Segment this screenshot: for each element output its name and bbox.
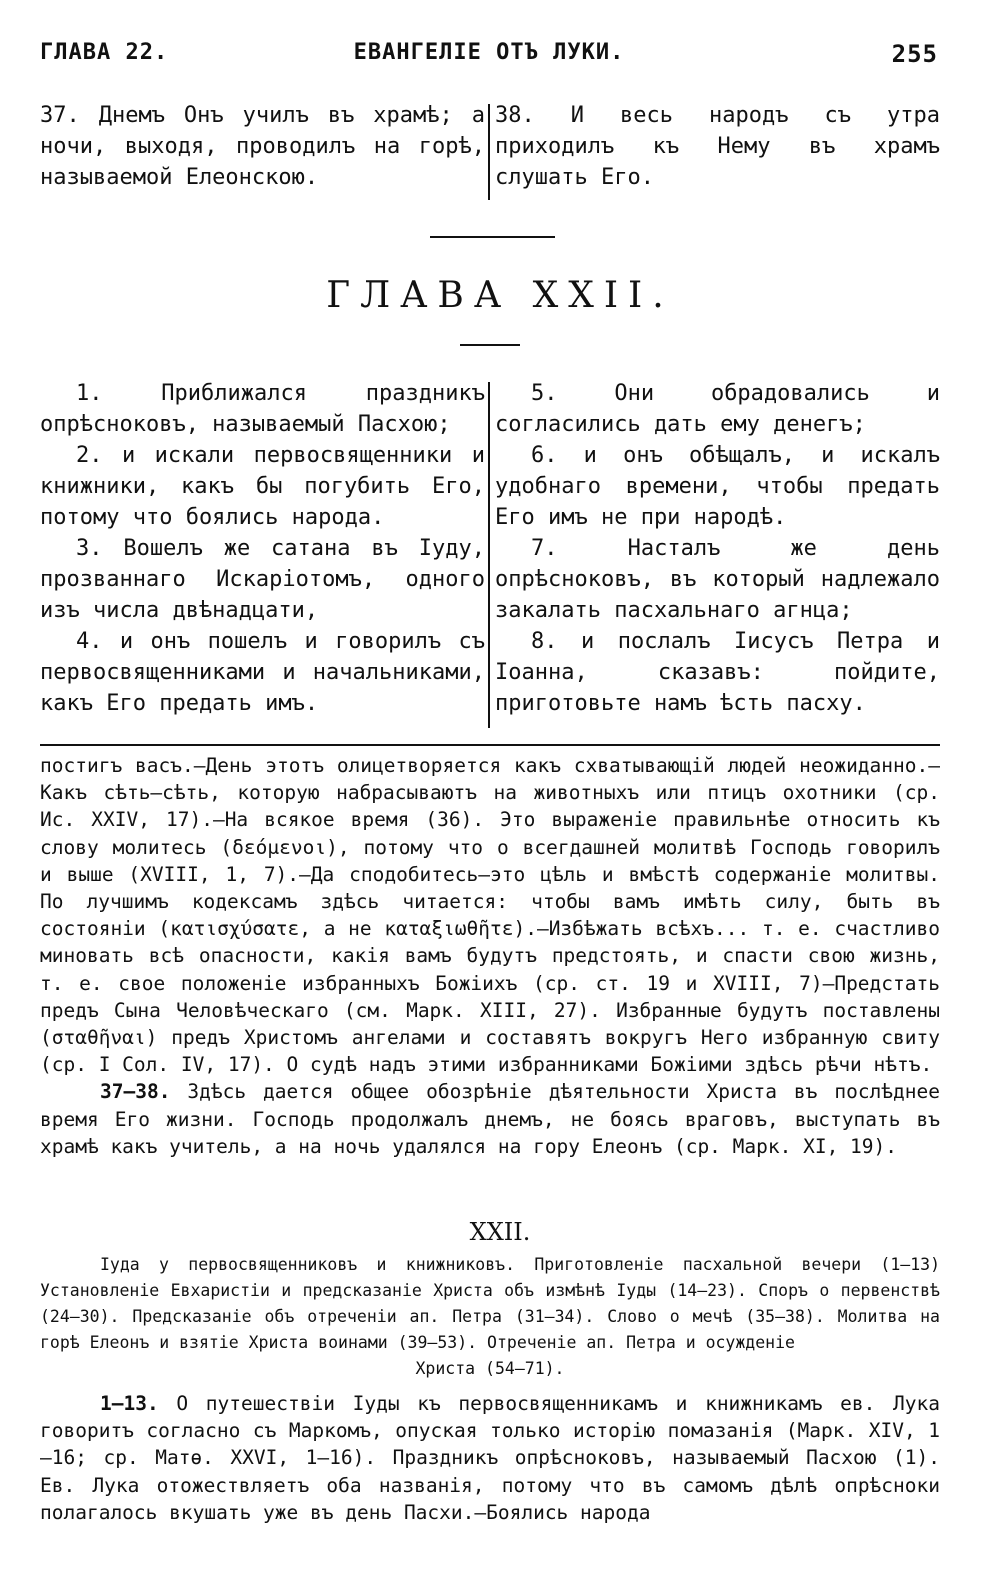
chapter-summary xyxy=(40,1252,940,1382)
verse-range: 1—13. xyxy=(100,1392,159,1415)
top-verses-left xyxy=(40,100,485,193)
chapter-heading: ГЛАВА XXII. xyxy=(326,275,674,316)
verse-3: 3. Вошелъ же сатана въ Іуду, прозваннаго Искаріотомъ, одного изъ числа двѣнадцати, xyxy=(40,536,485,623)
top-verses-right xyxy=(495,100,940,193)
verse-1: 1. Приближался праздникъ опрѣсноковъ, называемый Пасхою; xyxy=(40,381,485,437)
final-paragraph: 1—13. О путешествіи Іуды къ первосвященникамъ и книжникамъ ев. Лука говоритъ согласно съ Маркомъ, опуская только исторію помазанія (Марк. XIV, 1—16; ср. Матѳ. XXVI, 1—16). Праздникъ опрѣсноковъ, называемый Пасхою (1). Ев. Лука отожествляетъ оба названія, потому что въ самомъ дѣлѣ опрѣсноки полагалось вкушать уже въ день Пасхи.—Боялись народа xyxy=(40,1392,941,1524)
verse-7: 7. Насталъ же день опрѣсноковъ, въ который надлежало закалать пасхальнаго агнца; xyxy=(495,536,940,623)
verse-37: 37. Днемъ Онъ училъ въ храмѣ; а ночи, выходя, проводилъ на горѣ, называемой Елеонскою. xyxy=(40,103,485,190)
separator-rule-bottom xyxy=(460,344,520,346)
running-header xyxy=(40,40,938,76)
verse-38: 38. И весь народъ съ утра приходилъ къ Нему въ храмъ слушать Его. xyxy=(495,103,940,190)
commentary-paragraph-37-38: 37—38. Здѣсь дается общее обозрѣніе дѣятельности Христа въ послѣднее время Его жизни. Господь продолжалъ днемъ, не боясь враговъ, выступать въ храмѣ какъ учитель, а на ночь удалялся на гору Елеонъ (ср. Марк. XI, 19). xyxy=(40,1080,940,1158)
summary-text: Іуда у первосвященниковъ и книжниковъ. Приготовленіе пасхальной вечери (1—13) Установленіе Евхаристіи и предсказаніе Христа объ измѣнѣ Іуды (14—23). Споръ о первенствѣ (24—30). Предсказаніе объ отреченіи ап. Петра (31—34). Слово о мечѣ (35—38). Молитва на горѣ Елеонъ и взятіе Христа воинами (39—53). Отреченіе ап. Петра и осужденіе xyxy=(40,1255,940,1352)
final-commentary xyxy=(40,1390,940,1526)
verse-4: 4. и онъ пошелъ и говорилъ съ первосвященниками и начальниками, какъ Его предать имъ. xyxy=(40,629,485,716)
chapter-verses-left xyxy=(40,378,485,719)
verse-5: 5. Они обрадовались и согласились дать ему денегъ; xyxy=(495,381,940,437)
column-divider xyxy=(488,104,490,200)
verse-8: 8. и послалъ Іисусъ Петра и Іоанна, сказавъ: пойдите, приготовьте намъ ѣсть пасху. xyxy=(495,629,940,716)
verse-range: 37—38. xyxy=(100,1080,171,1104)
commentary-paragraph: постигъ васъ.—День этотъ олицетворяется какъ схватывающій людей неожиданно.—Какъ сѣть—сѣть, которую набрасываютъ на животныхъ или птицъ охотники (ср. Ис. XXIV, 17).—На всякое время (36). Это выраженіе правильнѣе относить къ слову молитесь (δεόμενοι), потому что о всегдашней молитвѣ Господь говорилъ и выше (XVIII, 1, 7).—Да сподобитесь—это цѣль и вмѣстѣ содержаніе молитвы. По лучшимъ кодексамъ здѣсь читается: чтобы вамъ имѣть силу, быть въ состояніи (κατισχύσατε, а не καταξιωθῆτε).—Избѣжать всѣхъ... т. е. счастливо миновать всѣ опасности, какія вамъ будутъ предстоять, и спасти свою жизнь, т. е. свое положеніе избранныхъ Божіихъ (ср. ст. 19 и XVIII, 7)—Предстать предъ Сына Человѣческаго (см. Марк. XIII, 27). Избранные будутъ поставлены (σταθῆναι) предъ Христомъ ангелами и составятъ вокругъ Него избранную свиту (ср. I Сол. IV, 17). О судѣ надъ этими избранниками Божіими здѣсь рѣчи нѣтъ. xyxy=(40,754,940,1077)
chapter-verses xyxy=(40,378,940,730)
top-verses xyxy=(40,100,940,202)
commentary xyxy=(40,752,940,1160)
separator-rule-top xyxy=(430,236,555,238)
header-chapter: ГЛАВА 22. xyxy=(40,40,169,65)
page-number: 255 xyxy=(891,40,938,68)
verse-2: 2. и искали первосвященники и книжники, какъ бы погубить Его, потому что боялись народа. xyxy=(40,443,485,530)
column-divider xyxy=(488,382,490,728)
section-number: XXII. xyxy=(469,1218,531,1246)
commentary-rule xyxy=(40,744,940,746)
header-title: ЕВАНГЕЛІЕ ОТЪ ЛУКИ. xyxy=(353,40,625,65)
verse-6: 6. и онъ обѣщалъ, и искалъ удобнаго времени, чтобы предать Его имъ не при народѣ. xyxy=(495,443,940,530)
chapter-verses-right xyxy=(495,378,940,719)
summary-last-line: Христа (54—71). xyxy=(415,1359,565,1378)
